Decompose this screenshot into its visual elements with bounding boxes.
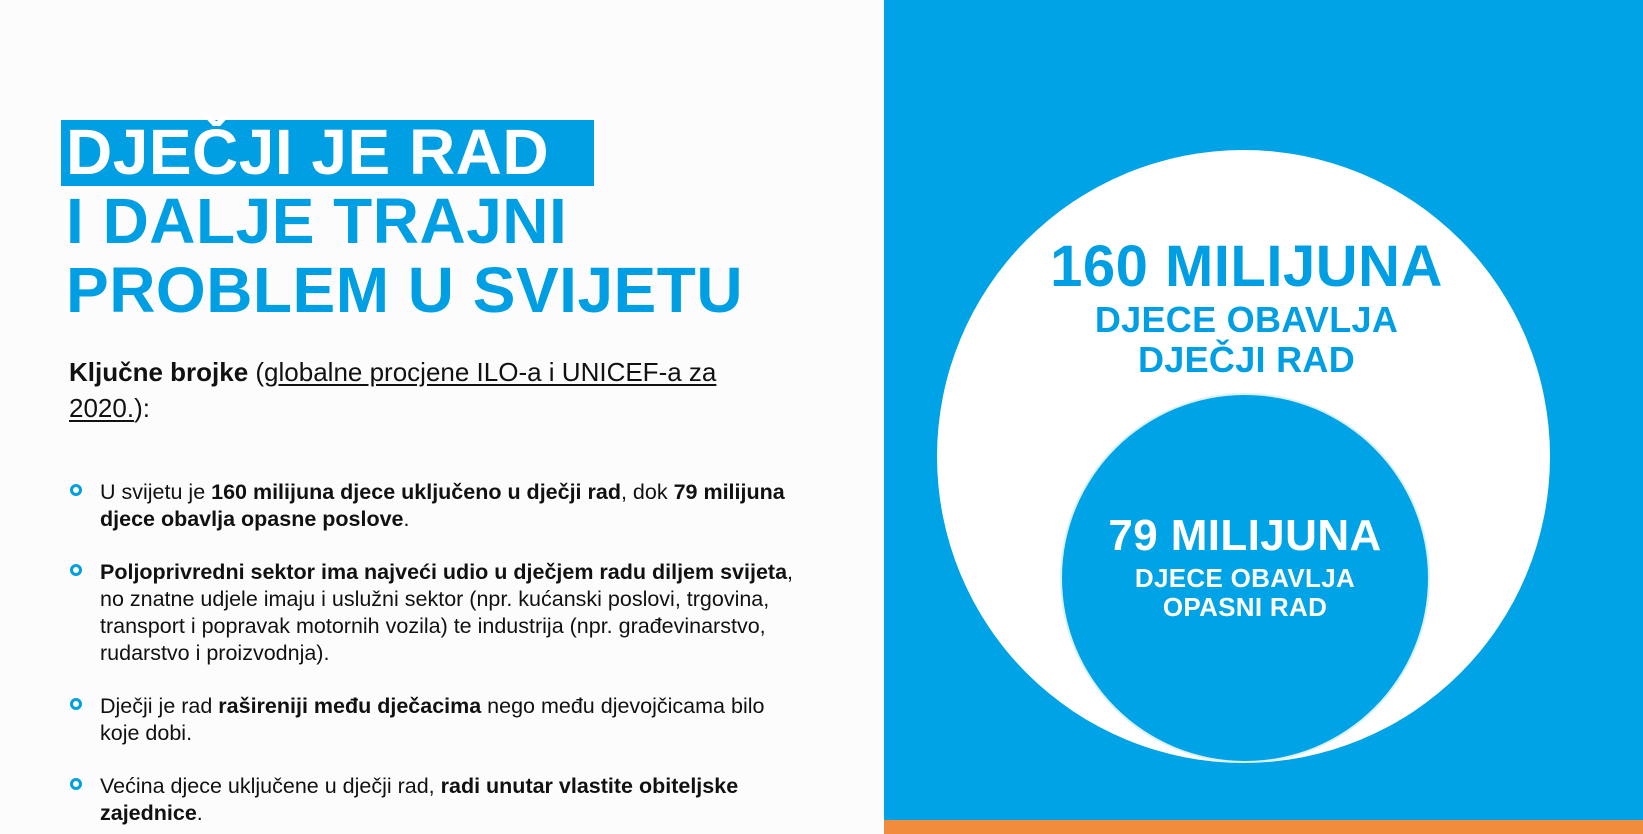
list-item-plain: Dječji je rad xyxy=(100,694,219,718)
hazardous-work-stat xyxy=(1062,512,1428,622)
list-item-plain: . xyxy=(403,507,410,531)
list-item-plain: U svijetu je xyxy=(100,480,212,504)
list-item-text xyxy=(100,559,800,667)
list-item-plain: . xyxy=(196,801,203,825)
list-item-bold: Poljoprivredni sektor ima najveći udio u dječjem radu diljem svijeta xyxy=(100,560,788,584)
list-item-text xyxy=(100,479,800,533)
list-item xyxy=(70,693,800,747)
list-item-plain: Većina djece uključene u dječji rad, xyxy=(100,774,441,798)
list-item-bold: 160 milijuna djece uključeno u dječji rad xyxy=(211,480,621,504)
source-link[interactable]: globalne procjene ILO-a i UNICEF-a za 2020. xyxy=(69,357,717,423)
key-figures-subtitle xyxy=(69,354,789,426)
list-item xyxy=(70,479,800,533)
ring-bullet-icon xyxy=(70,778,82,790)
list-item xyxy=(70,773,800,827)
key-figures-list xyxy=(70,479,800,827)
ring-bullet-icon xyxy=(70,564,82,576)
ring-bullet-icon xyxy=(70,484,82,496)
list-item-text xyxy=(100,693,800,747)
ring-bullet-icon xyxy=(70,698,82,710)
list-item-text xyxy=(100,773,800,827)
hazardous-work-number: 79 MILIJUNA xyxy=(1108,511,1382,560)
page-title xyxy=(66,118,743,325)
bottom-accent-stripe xyxy=(884,820,1643,834)
child-labour-caption: DJECE OBAVLJA DJEČJI RAD xyxy=(1094,299,1399,380)
list-item-plain: nego među djevojčicama bilo koje dobi. xyxy=(100,694,765,745)
child-labour-number: 160 MILIJUNA xyxy=(1050,234,1443,299)
key-figures-label: Ključne brojke xyxy=(69,357,249,387)
list-item-plain: , dok xyxy=(620,480,674,504)
title-line-1: DJEČJI JE RAD xyxy=(66,116,550,188)
hazardous-work-caption: DJECE OBAVLJA OPASNI RAD xyxy=(1134,563,1356,622)
list-item-bold: rašireniji među dječacima xyxy=(218,694,482,718)
list-item xyxy=(70,559,800,667)
subtitle-open-paren: ( xyxy=(248,357,265,387)
list-item-bold: radi unutar vlastite obiteljske zajednice xyxy=(100,774,739,825)
list-item-plain: , no znatne udjele imaju i uslužni sektor (npr. kućanski poslovi, trgovina, transport i popravak motornih vozila) te industrija (npr. građevinarstvo, rudarstvo i proizvodnja). xyxy=(100,560,794,665)
child-labour-stat xyxy=(1000,236,1493,380)
title-line-3: PROBLEM U SVIJETU xyxy=(66,254,744,326)
title-line-2: I DALJE TRAJNI xyxy=(66,185,568,257)
subtitle-close: ): xyxy=(134,393,150,423)
list-item-bold: 79 milijuna djece obavlja opasne poslove xyxy=(100,480,785,531)
